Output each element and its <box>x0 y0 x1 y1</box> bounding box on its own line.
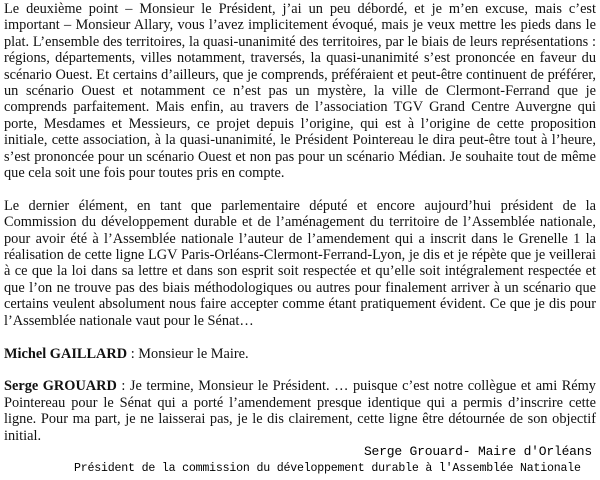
paragraph-michel-gaillard <box>4 346 596 362</box>
transcript-text <box>4 1 596 460</box>
speaker-remark: : Monsieur le Maire. <box>127 345 249 362</box>
speaker-name: Serge GROUARD <box>4 378 117 395</box>
paragraph-deuxieme-point: Le deuxième point – Monsieur le Président, j’ai un peu débordé, et je m’en excuse, mais c’est important – Monsieur Allary, vous l’avez implicitement évoqué, mais je veux mettre les pieds dans le plat. L’ensemble des territoires, la quasi-unanimité des territoires, par le biais de leurs représentations : régions, départements, villes notamment, traversés, la quasi-unanimité s’est prononcée en faveur du scénario Ouest. Et certains d’ailleurs, que je comprends, préféraient et peut-être continuent de préférer, un scénario Ouest et notamment ce n’est pas un mystère, la ville de Clermont-Ferrand que je comprends parfaitement. Mais enfin, au travers de l’association TGV Grand Centre Auvergne qui porte, Mesdames et Messieurs, ce projet depuis l’origine, qui est à l’origine de cette proposition initiale, cette association, à la quasi-unanimité, le Président Pointereau le dira peut-être tout à l’heure, s’est prononcée pour un scénario Ouest et non pas pour un scénario Médian. Je souhaite tout de même que cela soit une fois pour toutes pris en compte. <box>4 1 596 182</box>
speaker-remark: : Je termine, Monsieur le Président. … puisque c’est notre collègue et ami Rémy Pointereau pour le Sénat qui a porté l’amendement presque identique qui a permis d’inscrire cette ligne. Pour ma part, je ne laisserai pas, je le dis clairement, cette ligne être détournée de son objectif initial. <box>4 378 596 444</box>
speaker-name: Michel GAILLARD <box>4 345 128 362</box>
caption-name-line: Serge Grouard- Maire d'Orléans <box>363 444 592 459</box>
paragraph-serge-grouard <box>4 378 596 444</box>
caption-title-line: Président de la commission du développement durable à l'Assemblée Nationale <box>74 462 581 475</box>
paragraph-dernier-element: Le dernier élément, en tant que parlementaire député et encore aujourd’hui président de la Commission du développement durable et de l’aménagement du territoire de l’Assemblée nationale, pour avoir été à l’Assemblée nationale l’auteur de l’amendement qui a inscrit dans le Grenelle 1 la réalisation de cette ligne LGV Paris-Orléans-Clermont-Ferrand-Lyon, je dis et je répète que je veillerai à ce que la loi dans sa lettre et dans son esprit soit respectée et qu’elle soit intégralement respectée et que l’on ne trouve pas des biais méthodologiques ou autres pour finalement arriver à un scénario que certains veulent absolument nous faire accepter comme étant pratiquement évident. Ce que je dis pour l’Assemblée nationale vaut pour le Sénat… <box>4 197 596 329</box>
